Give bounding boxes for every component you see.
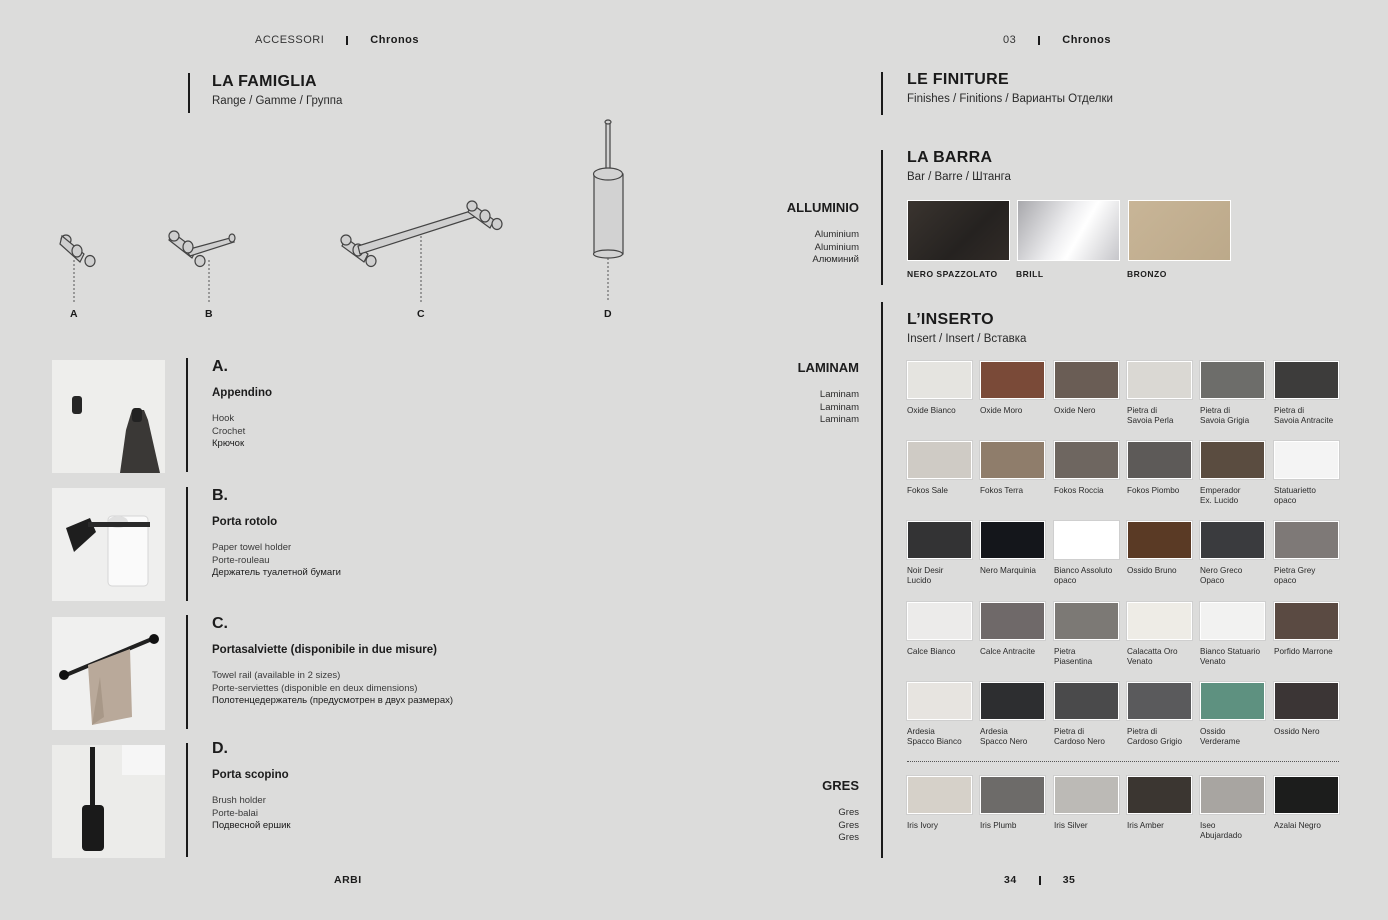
footer-separator [1039, 876, 1041, 885]
product-d-name: Porta scopino [212, 769, 289, 781]
header-right [1003, 34, 1111, 46]
laminam-swatch [1054, 441, 1119, 479]
gres-swatch-label [1274, 821, 1348, 831]
header-page-number: 03 [1003, 34, 1017, 46]
laminam-swatch [1274, 441, 1339, 479]
laminam-swatch-label [980, 566, 1054, 576]
inserto-heading [907, 311, 1026, 345]
photo-roll-holder-image [52, 488, 165, 601]
product-b-desc [212, 542, 341, 580]
laminam-swatch [980, 682, 1045, 720]
laminam-swatch-name: Pietra di [1127, 727, 1158, 736]
laminam-swatch-label [1274, 566, 1348, 585]
bar-finish-label: BRILL [1016, 269, 1044, 279]
laminam-swatch [907, 441, 972, 479]
product-b [212, 487, 341, 580]
product-c-letter: C. [212, 615, 228, 632]
product-d-desc-ru: Подвесной ершик [212, 820, 291, 831]
laminam-swatch-label [1054, 566, 1128, 585]
laminam-swatch-name-line2: Lucido [907, 575, 932, 585]
drawing-hook [60, 235, 95, 267]
product-d-desc [212, 795, 291, 833]
header-separator [346, 36, 348, 45]
laminam-swatch [907, 361, 972, 399]
laminam-swatch [1200, 602, 1265, 640]
product-c-desc-en: Towel rail (available in 2 sizes) [212, 670, 341, 681]
gres-swatch-name: Iris Ivory [907, 821, 938, 830]
barra-bar [881, 150, 883, 285]
gres-divider [907, 761, 1339, 762]
material-alluminio-sub [812, 229, 859, 267]
gres-swatch-label [1054, 821, 1128, 831]
product-d-letter: D. [212, 740, 228, 757]
finiture-subtitle: Finishes / Finitions / Варианты Отделки [907, 93, 1113, 105]
product-b-letter: B. [212, 487, 228, 504]
product-a-desc-en: Hook [212, 413, 235, 424]
laminam-swatch-name: Pietra [1054, 647, 1076, 656]
gres-swatch-name-line2: Abujardado [1200, 830, 1242, 840]
material-laminam-label: LAMINAM [797, 360, 859, 375]
product-c-desc-fr: Porte-serviettes (disponible en deux dimensions) [212, 682, 418, 694]
drawing-label-d: D [604, 308, 612, 320]
famiglia-title: LA FAMIGLIA [212, 73, 317, 90]
laminam-swatch-name: Fokos Sale [907, 486, 948, 495]
product-b-desc-fr: Porte-rouleau [212, 554, 270, 566]
material-laminam-fr: Laminam [819, 401, 859, 413]
product-c-desc [212, 670, 453, 708]
footer-brand: ARBI [334, 874, 362, 886]
laminam-swatch-label [1200, 406, 1274, 425]
laminam-swatch-name-line2: Spacco Nero [980, 736, 1028, 746]
laminam-swatch-name: Noir Desir [907, 566, 944, 575]
laminam-swatch [1054, 361, 1119, 399]
famiglia-subtitle: Range / Gamme / Группа [212, 95, 343, 107]
bar-finish-label: BRONZO [1127, 269, 1167, 279]
drawing-label-a: A [70, 308, 78, 320]
gres-swatch [1127, 776, 1192, 814]
laminam-swatch-name: Pietra di [1200, 406, 1231, 415]
laminam-swatch-name: Calce Bianco [907, 647, 956, 656]
laminam-swatch [1127, 361, 1192, 399]
laminam-swatch-name-line2: Piasentina [1054, 656, 1093, 666]
laminam-swatch-name: Calacatta Oro [1127, 647, 1178, 656]
laminam-swatch-name: Ossido [1200, 727, 1226, 736]
laminam-swatch-name-line2: Savoia Antracite [1274, 415, 1334, 425]
laminam-swatch [1127, 602, 1192, 640]
material-alluminio-en: Aluminium [814, 229, 859, 240]
laminam-swatch-name-line2: Savoia Grigia [1200, 415, 1250, 425]
product-c-bar [186, 615, 188, 729]
material-alluminio-ru: Алюминий [812, 254, 859, 265]
gres-swatch-name: Iris Plumb [980, 821, 1017, 830]
laminam-swatch [1200, 521, 1265, 559]
laminam-swatch-name-line2: Verderame [1200, 736, 1241, 746]
photo-hook-image [52, 360, 165, 473]
laminam-swatch-name-line2: Venato [1127, 656, 1153, 666]
laminam-swatch-name: Ardesia [980, 727, 1008, 736]
photo-brush-holder-image [52, 745, 165, 858]
material-laminam-sub [820, 389, 859, 427]
product-d-bar [186, 743, 188, 857]
laminam-swatch-label [1127, 566, 1201, 576]
gres-swatch-name: Azalai Negro [1274, 821, 1321, 830]
gres-swatch [1054, 776, 1119, 814]
laminam-swatch-label [1200, 486, 1274, 505]
laminam-swatch-name-line2: Savoia Perla [1127, 415, 1174, 425]
laminam-swatch-label [980, 727, 1054, 746]
gres-swatch-label [907, 821, 981, 831]
drawing-label-c: C [417, 308, 425, 320]
footer-page-left: 34 [1004, 874, 1017, 886]
barra-title: LA BARRA [907, 149, 993, 166]
laminam-swatch [980, 602, 1045, 640]
drawing-label-b: B [205, 308, 213, 320]
laminam-swatch-label [1054, 647, 1128, 666]
product-a-bar [186, 358, 188, 472]
laminam-swatch-name-line2: Venato [1200, 656, 1226, 666]
product-b-bar [186, 487, 188, 601]
finiture-heading [907, 71, 1113, 105]
laminam-swatch [1200, 441, 1265, 479]
laminam-swatch-name: Oxide Moro [980, 406, 1023, 415]
laminam-swatch [1274, 682, 1339, 720]
laminam-swatch-name: Bianco Assoluto [1054, 566, 1113, 575]
material-gres-fr: Gres [838, 819, 859, 831]
laminam-swatch-label [1274, 647, 1348, 657]
laminam-swatch-label [1127, 486, 1201, 496]
laminam-swatch-name: Oxide Bianco [907, 406, 956, 415]
laminam-swatch [907, 602, 972, 640]
laminam-swatch-name: Porfido Marrone [1274, 647, 1333, 656]
header-section: ACCESSORI [255, 34, 325, 46]
laminam-swatch-name-line2: Ex. Lucido [1200, 495, 1239, 505]
laminam-swatch [1274, 602, 1339, 640]
product-a-name: Appendino [212, 387, 273, 399]
laminam-swatch [907, 521, 972, 559]
material-laminam-en: Laminam [819, 389, 859, 400]
laminam-swatch-name-line2: Cardoso Grigio [1127, 736, 1183, 746]
laminam-swatch [1127, 521, 1192, 559]
laminam-swatch-name-line2: opaco [1274, 575, 1297, 585]
photo-towel-rail [52, 617, 165, 730]
laminam-swatch-name: Calce Antracite [980, 647, 1036, 656]
laminam-swatch-label [1127, 406, 1201, 425]
material-alluminio-label: ALLUMINIO [786, 200, 859, 215]
laminam-swatch-name: Fokos Roccia [1054, 486, 1104, 495]
laminam-swatch-label [907, 486, 981, 496]
photo-brush-holder [52, 745, 165, 858]
product-a-desc [212, 413, 272, 451]
laminam-swatch-name: Pietra di [1274, 406, 1305, 415]
laminam-swatch-label [907, 727, 981, 746]
laminam-swatch-label [980, 486, 1054, 496]
product-c [212, 615, 453, 708]
footer-pages [1004, 874, 1075, 886]
laminam-swatch [980, 361, 1045, 399]
laminam-swatch-label [980, 406, 1054, 416]
laminam-swatch-name-line2: opaco [1274, 495, 1297, 505]
laminam-swatch-name: Ossido Bruno [1127, 566, 1177, 575]
gres-swatch-name: Iris Silver [1054, 821, 1088, 830]
laminam-swatch-label [1127, 727, 1201, 746]
product-c-desc-ru: Полотенцедержатель (предусмотрен в двух размерах) [212, 695, 454, 706]
footer-page-right: 35 [1062, 874, 1076, 886]
laminam-swatch-name: Fokos Terra [980, 486, 1024, 495]
barra-heading [907, 149, 1011, 183]
drawing-brush-holder [594, 120, 624, 258]
barra-subtitle: Bar / Barre / Штанга [907, 171, 1011, 183]
material-laminam-ru: Laminam [819, 414, 859, 425]
material-alluminio-fr: Aluminium [814, 241, 859, 253]
product-d-desc-fr: Porte-balai [212, 807, 258, 819]
laminam-swatch [1274, 361, 1339, 399]
laminam-swatch-name: Pietra Grey [1274, 566, 1316, 575]
laminam-swatch-label [1274, 727, 1348, 737]
finiture-title: LE FINITURE [907, 71, 1009, 88]
laminam-swatch-label [907, 566, 981, 585]
gres-swatch-label [1200, 821, 1274, 840]
gres-swatch [1200, 776, 1265, 814]
bar-finish-label: NERO SPAZZOLATO [907, 269, 998, 279]
laminam-swatch-label [1200, 566, 1274, 585]
inserto-subtitle: Insert / Insert / Вставка [907, 333, 1027, 345]
laminam-swatch-label [1127, 647, 1201, 666]
laminam-swatch-name: Statuarietto [1274, 486, 1316, 495]
laminam-swatch [1127, 682, 1192, 720]
inserto-bar [881, 302, 883, 858]
gres-swatch-name: Iseo [1200, 821, 1216, 830]
laminam-swatch-name: Ossido Nero [1274, 727, 1320, 736]
laminam-swatch-label [907, 647, 981, 657]
famiglia-heading [212, 73, 342, 107]
laminam-swatch [1127, 441, 1192, 479]
product-a-letter: A. [212, 358, 228, 375]
material-gres-en: Gres [838, 807, 859, 818]
laminam-swatch-label [1054, 406, 1128, 416]
bar-finish-nero-spazzolato [907, 200, 1010, 261]
header-collection: Chronos [370, 34, 420, 46]
header-collection: Chronos [1062, 34, 1111, 46]
photo-towel-rail-image [52, 617, 165, 730]
gres-swatch [980, 776, 1045, 814]
laminam-swatch-label [1274, 486, 1348, 505]
laminam-swatch-label [1054, 486, 1128, 496]
laminam-swatch-label [1200, 647, 1274, 666]
gres-swatch-name: Iris Amber [1127, 821, 1164, 830]
laminam-swatch-label [907, 406, 981, 416]
header-left [255, 34, 419, 46]
famiglia-bar [188, 73, 190, 113]
laminam-swatch-label [1054, 727, 1128, 746]
product-b-desc-en: Paper towel holder [212, 542, 292, 553]
laminam-swatch [907, 682, 972, 720]
laminam-swatch [1274, 521, 1339, 559]
product-d-desc-en: Brush holder [212, 795, 266, 806]
laminam-swatch-label [1200, 727, 1274, 746]
photo-roll-holder [52, 488, 165, 601]
product-drawings [0, 110, 680, 330]
laminam-swatch-label [980, 647, 1054, 657]
laminam-swatch [1054, 682, 1119, 720]
bar-finish-bronzo [1128, 200, 1231, 261]
laminam-swatch-name: Ardesia [907, 727, 935, 736]
laminam-swatch-name: Bianco Statuario [1200, 647, 1261, 656]
product-c-name: Portasalviette (disponibile in due misure) [212, 644, 437, 656]
laminam-swatch [1200, 361, 1265, 399]
product-a-desc-ru: Крючок [212, 438, 245, 449]
material-gres-sub [838, 807, 859, 845]
laminam-swatch-label [1274, 406, 1348, 425]
material-gres-label: GRES [822, 778, 859, 793]
laminam-swatch [1200, 682, 1265, 720]
drawing-roll-holder [169, 231, 235, 267]
product-a [212, 358, 272, 451]
gres-swatch-label [980, 821, 1054, 831]
material-gres-ru: Gres [838, 832, 859, 843]
laminam-swatch-name: Nero Greco [1200, 566, 1243, 575]
laminam-swatch [1054, 521, 1119, 559]
laminam-swatch [1054, 602, 1119, 640]
laminam-swatch-name: Nero Marquinia [980, 566, 1036, 575]
laminam-swatch-name-line2: Opaco [1200, 575, 1225, 585]
laminam-swatch-name-line2: Cardoso Nero [1054, 736, 1105, 746]
header-separator [1038, 36, 1040, 45]
laminam-swatch-name-line2: opaco [1054, 575, 1077, 585]
laminam-swatch [980, 441, 1045, 479]
product-d [212, 740, 291, 833]
laminam-swatch [980, 521, 1045, 559]
laminam-swatch-name: Pietra di [1054, 727, 1085, 736]
gres-swatch [1274, 776, 1339, 814]
inserto-title: L’INSERTO [907, 311, 994, 328]
product-b-desc-ru: Держатель туалетной бумаги [212, 567, 341, 578]
product-a-desc-fr: Crochet [212, 425, 246, 437]
laminam-swatch-name: Fokos Piombo [1127, 486, 1180, 495]
photo-hook [52, 360, 165, 473]
laminam-swatch-name: Oxide Nero [1054, 406, 1096, 415]
laminam-swatch-name-line2: Spacco Bianco [907, 736, 962, 746]
bar-finish-brill [1017, 200, 1120, 261]
product-b-name: Porta rotolo [212, 516, 278, 528]
gres-swatch-label [1127, 821, 1201, 831]
laminam-swatch-name: Emperador [1200, 486, 1241, 495]
laminam-swatch-name: Pietra di [1127, 406, 1158, 415]
gres-swatch [907, 776, 972, 814]
finiture-bar [881, 72, 883, 115]
